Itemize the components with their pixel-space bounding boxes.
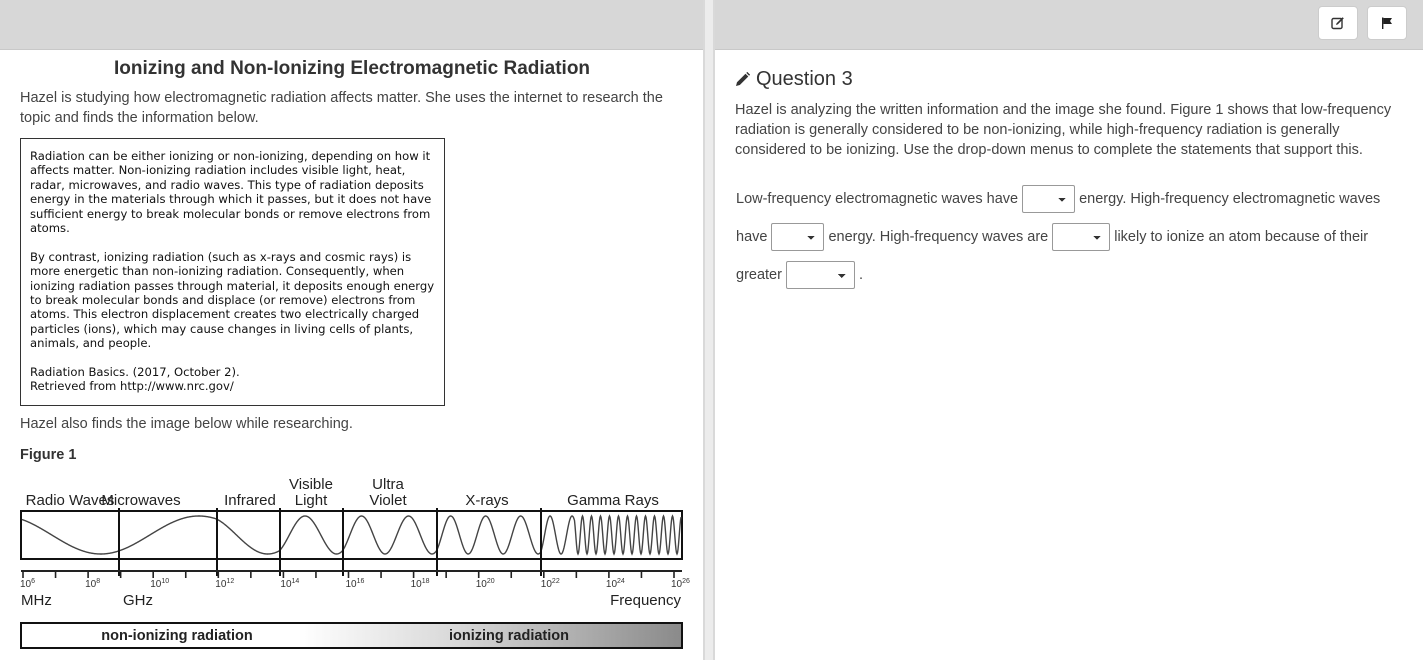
pane-splitter[interactable]	[704, 0, 714, 660]
statement-text: .	[858, 267, 863, 283]
axis-label-frequency: Frequency	[610, 592, 681, 609]
question-title: Question 3	[756, 68, 853, 90]
passage-title: Ionizing and Non-Ionizing Electromagnetic Radiation	[113, 58, 591, 79]
flag-button[interactable]	[1367, 6, 1407, 40]
figure-label: Figure 1	[20, 447, 77, 463]
band-label: Ultra	[372, 476, 404, 493]
statement-text: energy. High-frequency waves are	[828, 229, 1049, 245]
dropdown-high-frequency-energy[interactable]	[771, 223, 824, 251]
band-label: Infrared	[224, 492, 276, 509]
tick-label: $10^{26}$	[671, 578, 690, 590]
passage-pane	[0, 0, 704, 660]
statement-text: greater	[736, 267, 782, 283]
figure-intro-text: Hazel also finds the image below while researching.	[20, 416, 353, 432]
tick-label: $10^{20}$	[475, 578, 495, 590]
unit-mhz: MHz	[21, 592, 52, 609]
band-label: Gamma Rays	[567, 492, 659, 509]
notes-button[interactable]	[1318, 6, 1358, 40]
passage-header-bar	[0, 0, 703, 50]
band-label: Microwaves	[101, 492, 181, 509]
em-spectrum-svg	[15, 470, 690, 655]
question-prompt: Hazel is analyzing the written information and the image she found. Figure 1 shows that low-frequency radiation is generally considered to be non-ionizing, while high-frequency radiation is generally considered to be ionizing. Use the drop-down menus to complete the statements that support this.	[735, 102, 1392, 158]
answer-statements	[736, 180, 1396, 294]
question-pane	[714, 0, 1423, 660]
unit-ghz: GHz	[123, 592, 153, 609]
band-label: Radio Waves	[25, 492, 115, 509]
tick-label: $10^{12}$	[215, 578, 235, 590]
pencil-icon	[735, 72, 750, 87]
band-label: Light	[294, 492, 328, 509]
tick-label: $10^{10}$	[150, 578, 170, 590]
ionizing-label: ionizing radiation	[448, 628, 570, 644]
tick-label: $10^{16}$	[345, 578, 365, 590]
tick-label: $10^{22}$	[540, 578, 560, 590]
dropdown-ionize-likelihood[interactable]	[1052, 223, 1110, 251]
statement-text: have	[736, 229, 768, 245]
passage-intro: Hazel is studying how electromagnetic radiation affects matter. She uses the internet to research the topic and finds the information below.	[20, 90, 663, 126]
source-paragraph: Radiation can be either ionizing or non-ionizing, depending on how it affects matter. Non-ionizing radiation includes visible light, heat, radar, microwaves, and radio waves. This type of radiation deposits energy in the materials through which it passes, but it does not have sufficient energy to break molecular bonds or remove electrons from atoms.	[30, 149, 432, 236]
statement-text: likely to ionize an atom because of their	[1114, 229, 1369, 245]
citation-line: Retrieved from http://www.nrc.gov/	[30, 379, 234, 394]
source-paragraph: By contrast, ionizing radiation (such as x-rays and cosmic rays) is more energetic than non-ionizing radiation. Consequently, when ionizing radiation passes through material, it deposits enough energy to break molecular bonds and displace (or remove) electrons from atoms. This electron displacement creates two electrically charged particles (ions), which may cause changes in living cells of plants, animals, and people.	[30, 249, 435, 351]
band-label: Violet	[369, 492, 407, 509]
tick-label: $10^{14}$	[280, 578, 300, 590]
question-heading	[735, 68, 853, 91]
band-label: Visible	[289, 476, 333, 493]
tick-label: $10^{18}$	[410, 578, 430, 590]
source-excerpt-box	[20, 138, 445, 406]
statement-text: Low-frequency electromagnetic waves have	[736, 191, 1019, 207]
tick-label: $10^8$	[85, 578, 101, 590]
tick-label: $10^6$	[20, 578, 36, 590]
flag-icon	[1380, 16, 1394, 30]
edit-note-icon	[1331, 16, 1345, 30]
band-label: X-rays	[465, 492, 509, 509]
dropdown-greater-property[interactable]	[786, 261, 855, 289]
em-spectrum-figure	[15, 470, 690, 655]
dropdown-low-frequency-energy[interactable]	[1022, 185, 1075, 213]
tick-label: $10^{24}$	[605, 578, 625, 590]
question-header-bar	[715, 0, 1423, 50]
citation-line: Radiation Basics. (2017, October 2).	[30, 365, 240, 380]
non-ionizing-label: non-ionizing radiation	[101, 628, 253, 644]
statement-text: energy. High-frequency electromagnetic waves	[1079, 191, 1381, 207]
